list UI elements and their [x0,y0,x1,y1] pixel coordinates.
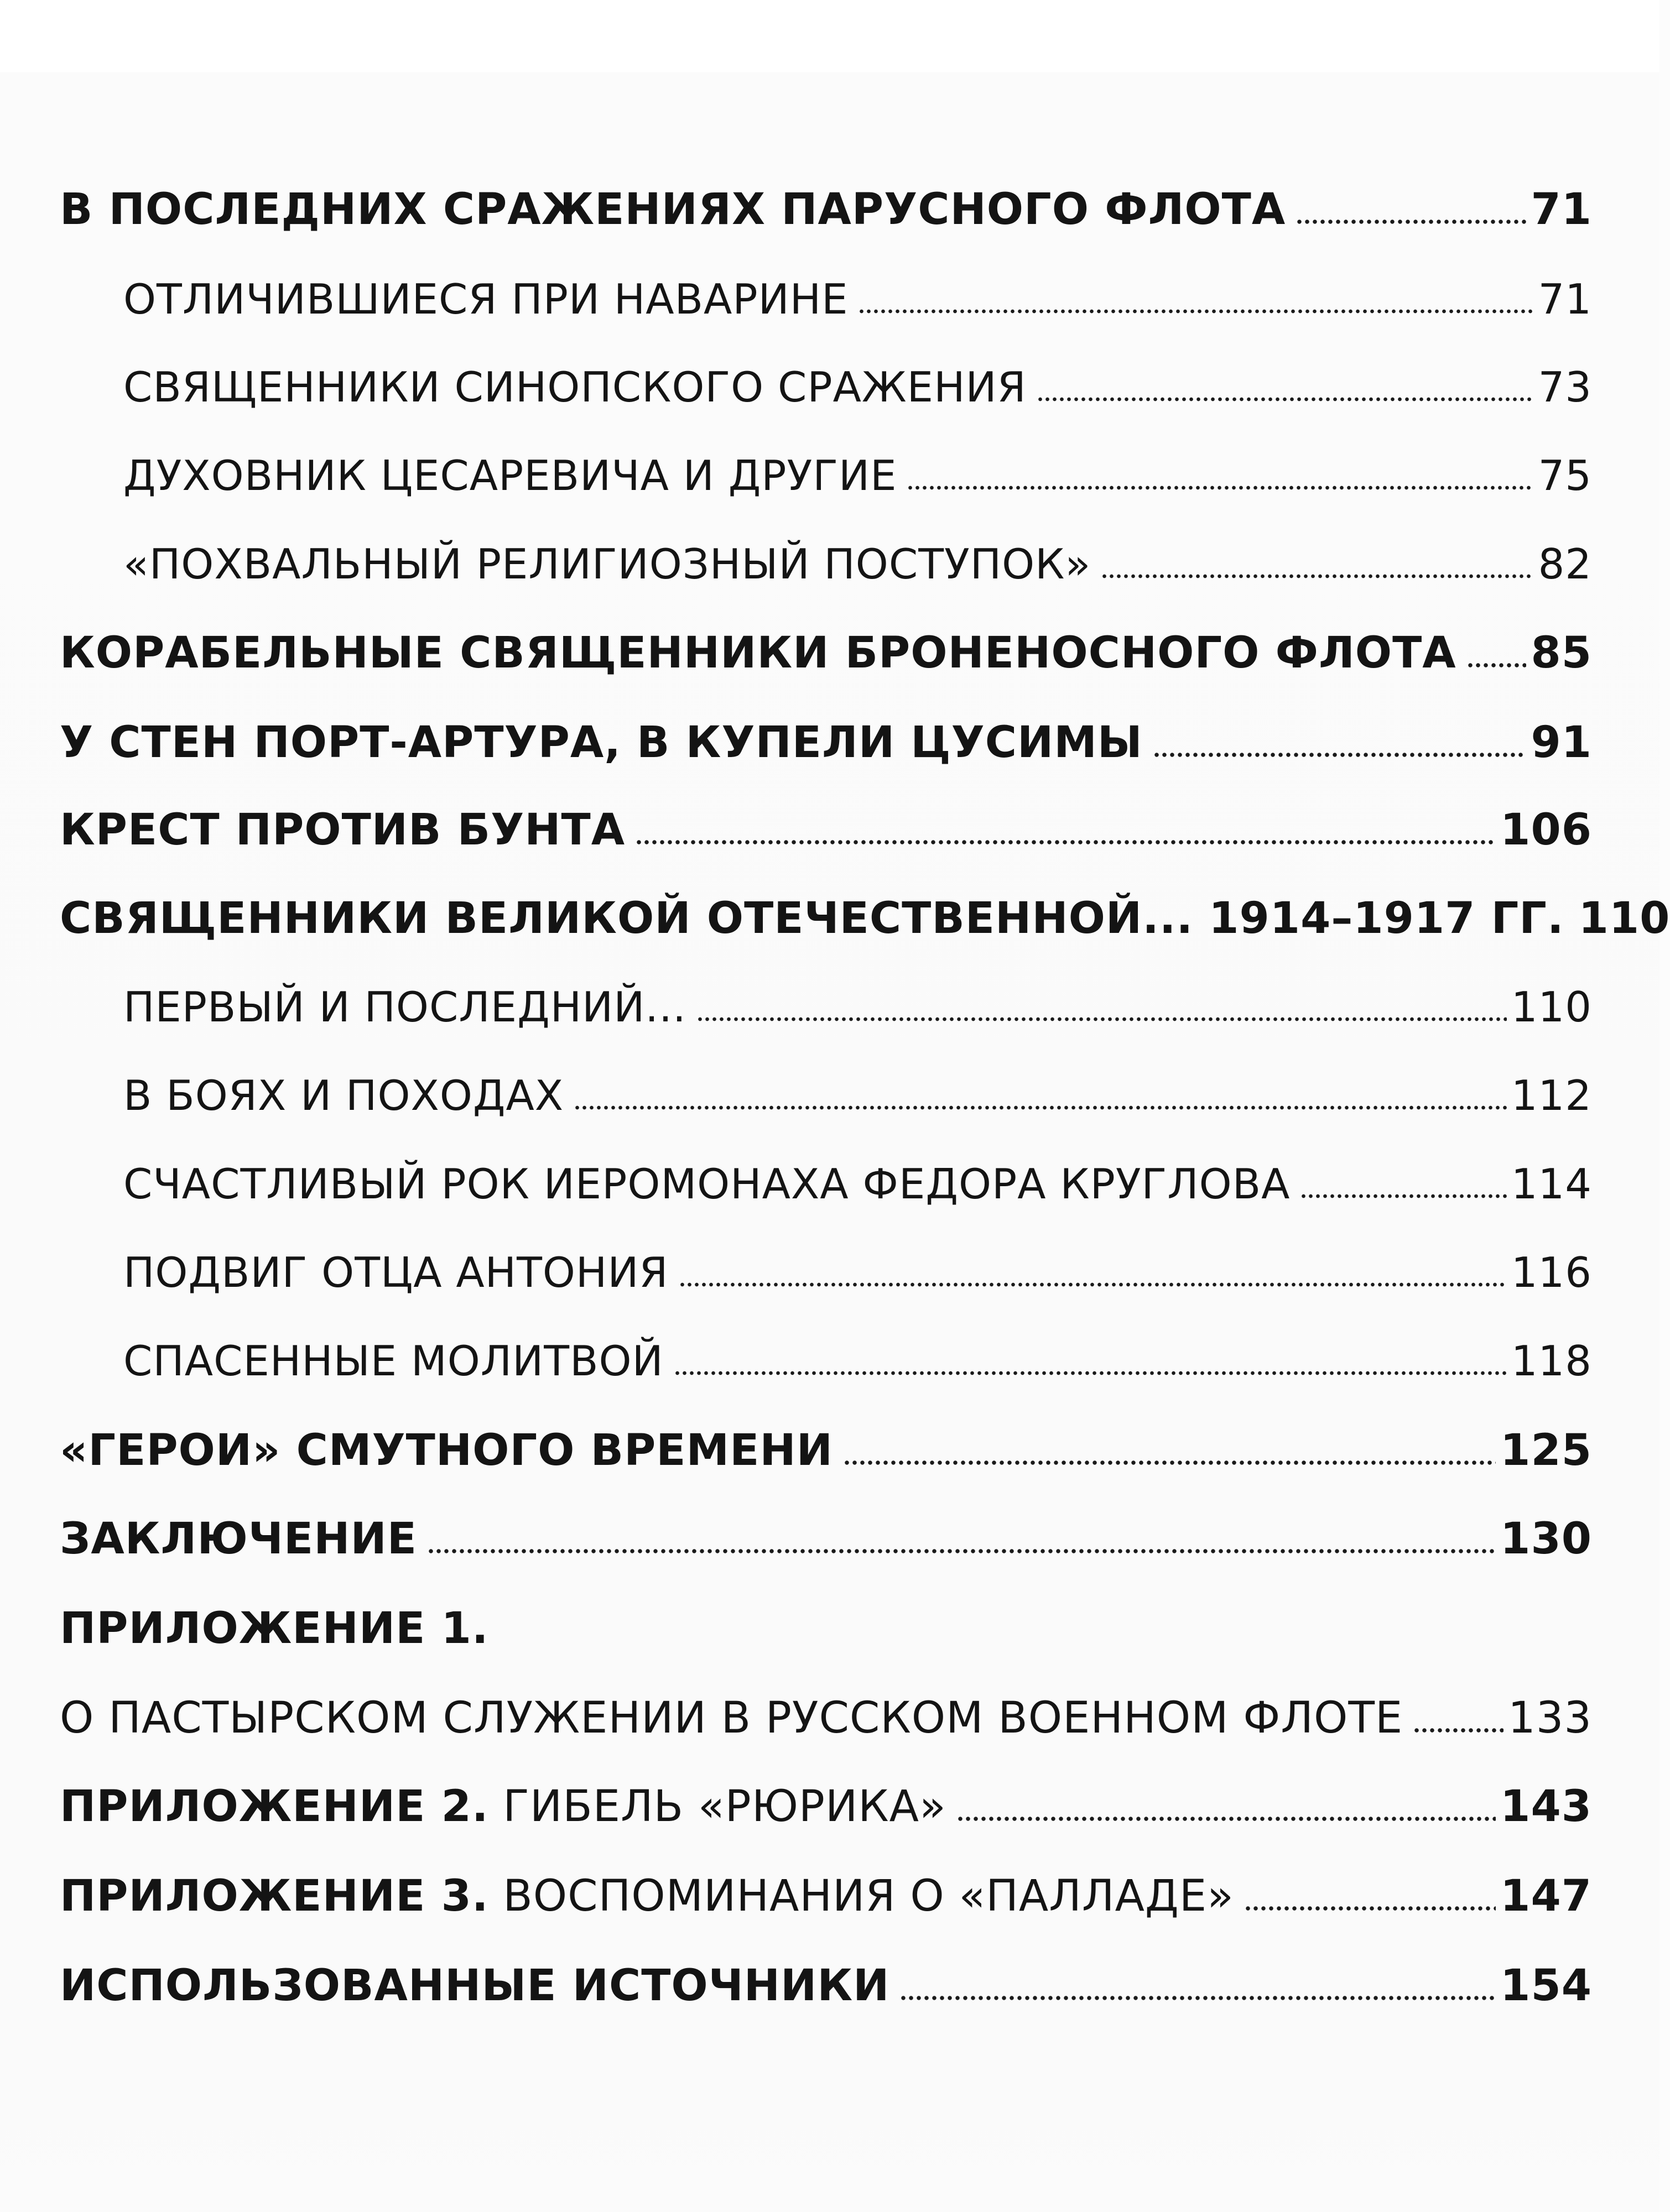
dot-leader [1466,662,1527,668]
dot-leader [1101,573,1533,579]
toc-subentry[interactable] [123,269,1592,330]
toc-page-number: 114 [1511,1160,1592,1208]
toc-subentry[interactable] [123,1065,1592,1126]
toc-entry-title: В ПОСЛЕДНИХ СРАЖЕНИЯХ ПАРУСНОГО ФЛОТА [60,185,1286,234]
toc-entry-title: ЗАКЛЮЧЕНИЕ [60,1514,418,1564]
toc-subentry[interactable] [123,445,1592,506]
toc-entry[interactable] [60,1955,1592,2016]
dot-leader [674,1370,1507,1376]
dot-leader [956,1816,1496,1822]
toc-entry-title: О ПАСТЫРСКОМ СЛУЖЕНИИ В РУССКОМ ВОЕННОМ ФЛОТЕ [60,1693,1403,1743]
toc-entry[interactable] [60,800,1592,860]
dot-leader [427,1548,1496,1554]
toc-entry[interactable] [60,1420,1592,1481]
dot-leader [1300,1193,1506,1199]
toc-entry-title: ПОДВИГ ОТЦА АНТОНИЯ [123,1248,669,1297]
dot-leader [1413,1728,1503,1733]
toc-entry-title: ДУХОВНИК ЦЕСАРЕВИЧА И ДРУГИЕ [123,451,897,500]
toc-subentry[interactable] [123,534,1592,594]
toc-entry-title: ОТЛИЧИВШИЕСЯ ПРИ НАВАРИНЕ [123,275,849,324]
appendix-title: ГИБЕЛЬ «РЮРИКА» [488,1782,946,1832]
toc-entry-title: У СТЕН ПОРТ-АРТУРА, В КУПЕЛИ ЦУСИМЫ [60,718,1143,768]
toc-entry-title: СПАСЕННЫЕ МОЛИТВОЙ [123,1337,664,1385]
toc-entry[interactable] [60,1598,1592,1659]
toc-page-number: 106 [1500,805,1592,855]
toc-entry-title: ИСПОЛЬЗОВАННЫЕ ИСТОЧНИКИ [60,1961,890,2011]
dot-leader [899,1995,1496,2001]
toc-entry-title: КОРАБЕЛЬНЫЕ СВЯЩЕННИКИ БРОНЕНОСНОГО ФЛОТА [60,628,1456,678]
toc-entry[interactable] [60,888,1670,949]
toc-page-number: 110 [1511,983,1592,1031]
toc-page-number: 91 [1531,718,1592,768]
toc-entry[interactable] [60,1866,1592,1927]
toc-entry-title: «ГЕРОИ» СМУТНОГО ВРЕМЕНИ [60,1426,833,1475]
dot-leader [696,1016,1507,1022]
table-of-contents [60,0,1670,2212]
dot-leader [1296,219,1526,225]
toc-page-number: 110 [1578,894,1670,943]
toc-subentry[interactable] [123,977,1592,1037]
toc-entry[interactable] [60,623,1592,684]
toc-page-number: 143 [1500,1782,1592,1832]
appendix-label: ПРИЛОЖЕНИЕ 2. [60,1782,489,1832]
dot-leader [907,485,1533,491]
toc-subentry[interactable] [123,357,1592,418]
dot-leader [1037,397,1534,402]
toc-subentry[interactable] [123,1154,1592,1214]
toc-page-number: 130 [1500,1514,1592,1564]
toc-page-number: 71 [1531,185,1592,234]
toc-entry[interactable] [60,1776,1592,1837]
toc-entry-title [60,1776,946,1837]
toc-page-number: 118 [1511,1337,1592,1385]
toc-page-number: 73 [1538,363,1592,411]
appendix-title: ВОСПОМИНАНИЯ О «ПАЛЛАДЕ» [488,1871,1234,1921]
toc-entry-title: «ПОХВАЛЬНЫЙ РЕЛИГИОЗНЫЙ ПОСТУПОК» [123,540,1091,588]
dot-leader [1244,1906,1496,1911]
dot-leader [858,309,1533,314]
toc-page-number: 112 [1511,1071,1592,1120]
toc-entry[interactable] [60,1509,1592,1569]
toc-page-number: 133 [1508,1693,1592,1743]
toc-entry[interactable] [60,712,1592,773]
toc-subentry[interactable] [123,1242,1592,1303]
toc-page-number: 154 [1500,1961,1592,2011]
dot-leader [574,1105,1507,1110]
toc-entry-title: ПЕРВЫЙ И ПОСЛЕДНИЙ... [123,983,686,1031]
toc-entry[interactable] [60,1688,1592,1749]
toc-page-number: 116 [1511,1248,1592,1297]
toc-entry-title: СЧАСТЛИВЫЙ РОК ИЕРОМОНАХА ФЕДОРА КРУГЛОВА [123,1160,1291,1208]
toc-entry-title: ПРИЛОЖЕНИЕ 1. [60,1604,489,1653]
toc-page-number: 82 [1538,540,1592,588]
toc-page-number: 125 [1500,1426,1592,1475]
dot-leader [679,1282,1507,1287]
toc-page-number: 71 [1538,275,1592,324]
toc-page-number: 85 [1531,628,1592,678]
toc-page-number: 147 [1500,1871,1592,1921]
toc-page-number: 75 [1538,451,1592,500]
toc-entry-title: СВЯЩЕННИКИ ВЕЛИКОЙ ОТЕЧЕСТВЕННОЙ... 1914–1917 ГГ. [60,894,1564,943]
appendix-label: ПРИЛОЖЕНИЕ 3. [60,1871,489,1921]
dot-leader [1153,752,1527,758]
toc-entry-title [60,1866,1234,1927]
dot-leader [635,839,1496,845]
toc-entry-title: В БОЯХ И ПОХОДАХ [123,1071,564,1120]
toc-entry-title: КРЕСТ ПРОТИВ БУНТА [60,805,626,855]
toc-entry-title: СВЯЩЕННИКИ СИНОПСКОГО СРАЖЕНИЯ [123,363,1027,411]
toc-entry[interactable] [60,179,1592,240]
dot-leader [843,1460,1496,1465]
toc-subentry[interactable] [123,1331,1592,1391]
